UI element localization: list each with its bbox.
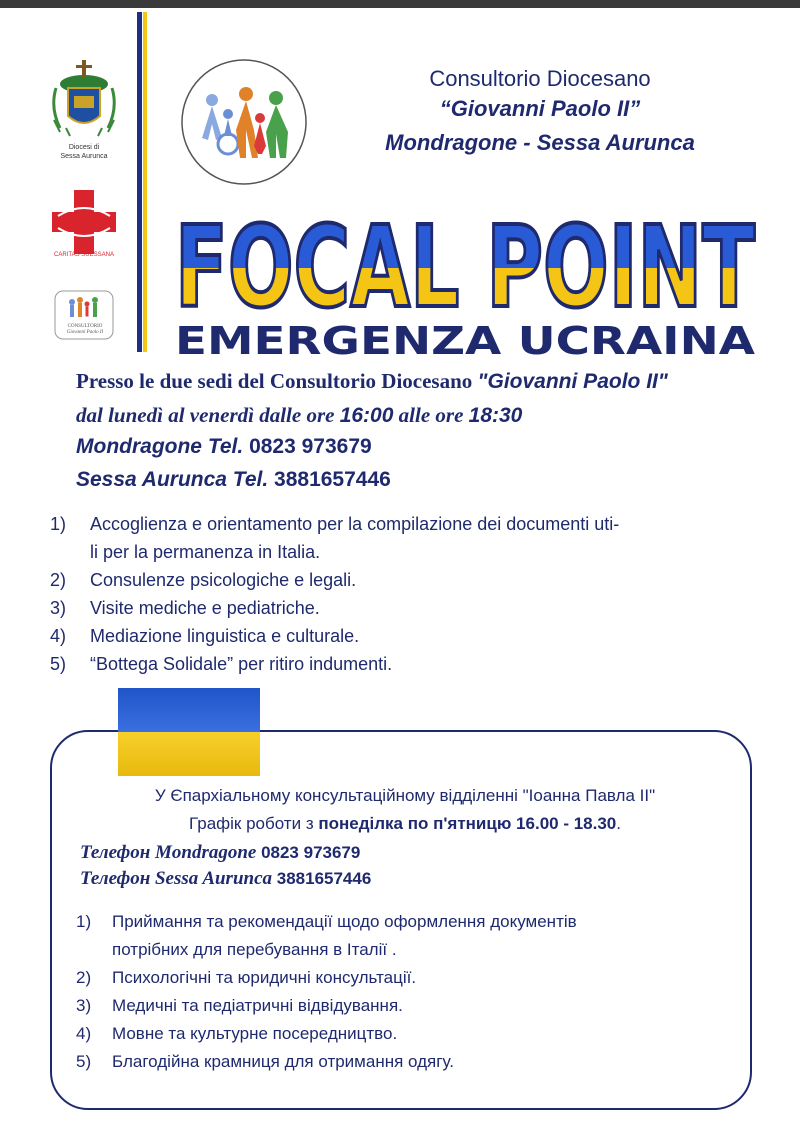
ukrainian-location-line: У Єпархіальному консультаційному відділенні "Іоанна Павла ІІ" <box>154 786 656 805</box>
emergenza-text: EMERGENZA UCRAINA <box>175 319 756 360</box>
list-item <box>50 650 760 678</box>
list-item-number: 3) <box>50 598 67 618</box>
diocese-caption-line1: Diocesi di <box>68 144 100 151</box>
list-item <box>50 510 760 566</box>
sessa-number: 3881657446 <box>268 468 391 491</box>
list-item-text: Visite mediche e pediatriche. <box>90 598 320 618</box>
presso-name: "Giovanni Paolo II" <box>477 370 668 393</box>
schedule-alle-ore: alle ore <box>393 403 469 427</box>
list-item-number: 5) <box>50 654 67 674</box>
list-item-number: 5) <box>76 1052 92 1071</box>
ukr-mondragone-number: 0823 973679 <box>256 843 361 862</box>
italian-location-line <box>76 369 786 394</box>
list-item-text: Mediazione linguistica e culturale. <box>90 626 360 646</box>
ukr-sessa-number: 3881657446 <box>272 869 372 888</box>
list-item-text: Медичні та педіатричні відвідування. <box>112 996 403 1015</box>
mondragone-label: Mondragone Tel. <box>76 435 244 458</box>
focal-point-title <box>170 206 760 318</box>
italian-services-list <box>50 510 760 678</box>
ukraine-flag <box>118 688 260 776</box>
header-line2: “Giovanni Paolo II” <box>439 96 641 121</box>
caritas-logo-text: CARITAS SUESSANA <box>54 252 114 258</box>
divider-blue <box>137 12 142 352</box>
schedule-monday: lunedì <box>108 403 163 427</box>
family-circle-logo <box>180 58 308 186</box>
list-item <box>50 566 760 594</box>
schedule-dal: dal <box>76 403 109 427</box>
list-item-text: Мовне та культурне посередництво. <box>112 1024 398 1043</box>
header-line1: Consultorio Diocesano <box>429 66 651 91</box>
list-item-text: Accoglienza e orientamento per la compilazione dei documenti uti- <box>90 514 620 534</box>
list-item-number: 1) <box>50 514 67 534</box>
list-item-text-cont: потрібних для перебування в Італії . <box>112 940 397 959</box>
top-bar <box>0 0 800 8</box>
ukrainian-phone-sessa <box>80 868 371 890</box>
list-item-text: Consulenze psicologiche e legali. <box>90 570 357 590</box>
schedule-al: al <box>162 403 190 427</box>
list-item-number: 2) <box>50 570 67 590</box>
list-item <box>76 1020 746 1048</box>
ukr-schedule-prefix: Графік роботи з <box>189 814 319 833</box>
list-item <box>76 1048 746 1076</box>
mini-caption-line2: Giovanni Paolo II <box>66 330 104 335</box>
list-item-number: 4) <box>50 626 67 646</box>
consultorio-mini-caption <box>52 324 118 336</box>
focal-point-text: FOCAL POINT <box>175 206 755 318</box>
emergenza-ucraina-subtitle <box>170 318 760 360</box>
schedule-dalle-ore: dalle ore <box>253 403 340 427</box>
ukr-schedule-suffix: . <box>616 814 621 833</box>
ukrainian-services-list <box>76 908 746 1076</box>
diocese-caption-line2: Sessa Aurunca <box>60 153 108 160</box>
list-item-text: Приймання та рекомендації щодо оформлення документів <box>112 912 577 931</box>
list-item-number: 2) <box>76 968 92 987</box>
ukr-sessa-label: Телефон Sessa Aurunca <box>80 868 273 889</box>
ukrainian-schedule-line <box>60 814 750 834</box>
divider-yellow <box>143 12 147 352</box>
sessa-label: Sessa Aurunca Tel. <box>76 468 269 491</box>
ukr-schedule-days: понеділка по п'ятницю 16.00 - 18.30 <box>318 814 617 833</box>
list-item-number: 3) <box>76 996 92 1015</box>
italian-phone-mondragone <box>76 435 372 459</box>
list-item-number: 1) <box>76 912 92 931</box>
list-item-text: “Bottega Solidale” per ritiro indumenti. <box>90 654 393 674</box>
schedule-start-time: 16:00 <box>339 404 394 427</box>
italian-phone-sessa <box>76 468 391 492</box>
ukr-mondragone-label: Телефон Mondragone <box>80 842 257 863</box>
diocese-crest-logo <box>46 58 122 138</box>
mondragone-number: 0823 973679 <box>243 435 372 458</box>
schedule-friday: venerdì <box>189 403 254 427</box>
ukrainian-phone-mondragone <box>80 842 360 864</box>
schedule-end-time: 18:30 <box>468 404 523 427</box>
header-line3: Mondragone - Sessa Aurunca <box>385 130 695 155</box>
presso-text: Presso le due sedi del Consultorio Diocesano <box>76 369 478 393</box>
list-item <box>50 594 760 622</box>
list-item-number: 4) <box>76 1024 92 1043</box>
list-item <box>76 992 746 1020</box>
list-item <box>76 964 746 992</box>
list-item-text: Психологічні та юридичні консультації. <box>112 968 417 987</box>
list-item <box>50 622 760 650</box>
diocese-caption <box>46 143 122 161</box>
list-item-text: Благодійна крамниця для отримання одягу. <box>112 1052 454 1071</box>
caritas-logo <box>48 186 120 258</box>
mini-caption-line1: CONSULTORIO <box>67 324 103 329</box>
italian-schedule-line <box>76 403 522 428</box>
list-item-text-cont: li per la permanenza in Italia. <box>90 542 321 562</box>
list-item <box>76 908 746 964</box>
